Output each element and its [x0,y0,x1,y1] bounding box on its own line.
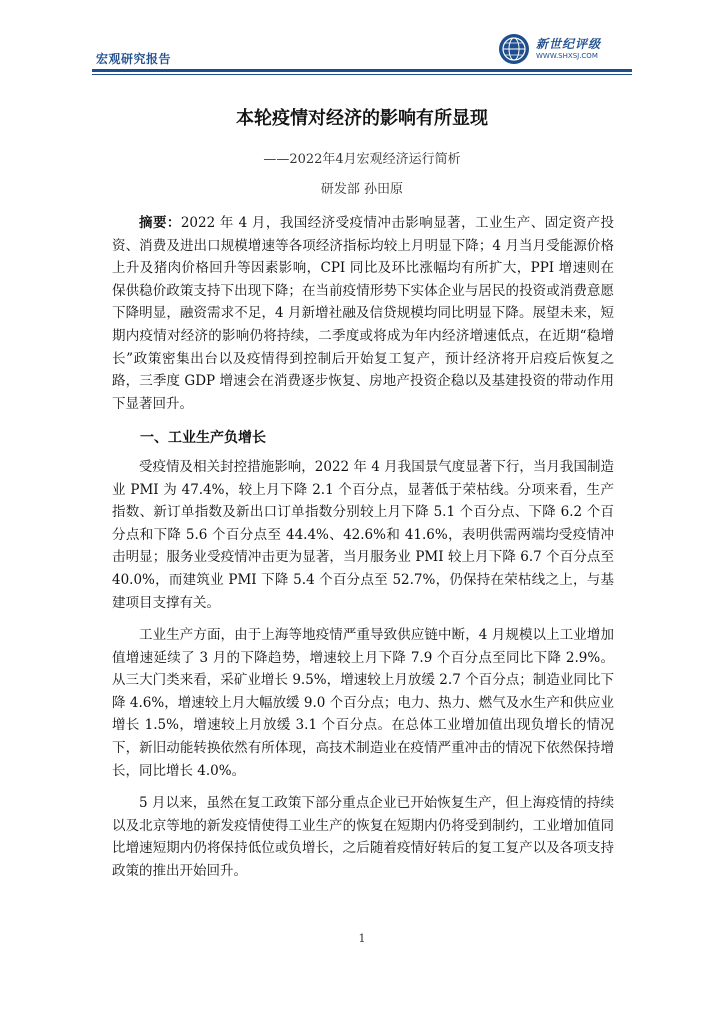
company-logo [498,32,630,66]
abstract-paragraph [112,212,614,415]
document-subtitle: ——2022年4月宏观经济运行简析 [263,152,461,167]
report-category-label: 宏观研究报告 [96,52,172,66]
document-body [112,212,614,883]
document-author: 研发部 孙田原 [320,182,404,197]
logo-company-name: 新世纪评级 [536,37,602,51]
globe-logo-icon [498,33,530,65]
abstract-text: 2022 年 4 月，我国经济受疫情冲击影响显著，工业生产、固定资产投资、消费及进出口规模增速等各项经济指标均较上月明显下降；4 月当月受能源价格上升及猪肉价格回升等因素影响，CPI 同比及环比涨幅均有所扩大，PPI 增速则在保供稳价政策支持下出现下降；在当前疫情形势下实体企业与居民的投资或消费意愿下降明显，融资需求不足，4 月新增社融及信贷规模均同比明显下降。展望未来，短期内疫情对经济的影响仍将持续，二季度或将成为年内经济增速低点，在近期“稳增长”政策密集出台以及疫情得到控制后开始复工复产，预计经济将开启疫后恢复之路，三季度 GDP 增速会在消费逐步恢复、房地产投资企稳以及基建投资的带动作用下显著回升。 [112,215,615,412]
logo-website: WWW.SHXSJ.COM [536,52,598,60]
document-title: 本轮疫情对经济的影响有所显现 [236,108,488,129]
page-number: 1 [358,932,366,945]
body-paragraph: 工业生产方面，由于上海等地疫情严重导致供应链中断，4 月规模以上工业增加值增速延续了 3 月的下降趋势，增速较上月下降 7.9 个百分点至同比下降 2.9%。从三大门类来看，采矿业增长 9.5%，增速较上月放缓 2.7 个百分点；制造业同比下降 4.6%，增速较上月大幅放缓 9.0 个百分点；电力、热力、燃气及水生产和供应业增长 1.5%，增速较上月放缓 3.1 个百分点。在总体工业增加值出现负增长的情况下，新旧动能转换依然有所体现，高技术制造业在疫情严重冲击的情况下依然保持增长，同比增长 4.0%。 [112,627,614,779]
body-paragraph: 5 月以来，虽然在复工政策下部分重点企业已开始恢复生产，但上海疫情的持续以及北京等地的新发疫情使得工业生产的恢复在短期内仍将受到制约，工业增加值同比增速短期内仍将保持低位或负增长，之后随着疫情好转后的复工复产以及各项支持政策的推出开始回升。 [112,795,614,880]
body-paragraph: 受疫情及相关封控措施影响，2022 年 4 月我国景气度显著下行，当月我国制造业 PMI 为 47.4%，较上月下降 2.1 个百分点，显著低于荣枯线。分项来看，生产指数、新订单指数及新出口订单指数分别较上月下降 5.1 个百分点、下降 6.2 个百分点和下降 5.6 个百分点至 44.4%、42.6%和 41.6%，表明供需两端均受疫情冲击明显；服务业受疫情冲击更为显著，当月服务业 PMI 较上月下降 6.7 个百分点至 40.0%，而建筑业 PMI 下降 5.4 个百分点至 52.7%，仍保持在荣枯线之上，与基建项目支撑有关。 [112,458,614,611]
header-divider-thin [92,74,632,75]
header-divider [92,69,632,72]
section-heading: 一、工业生产负增长 [140,430,266,447]
abstract-label: 摘要： [139,215,181,231]
